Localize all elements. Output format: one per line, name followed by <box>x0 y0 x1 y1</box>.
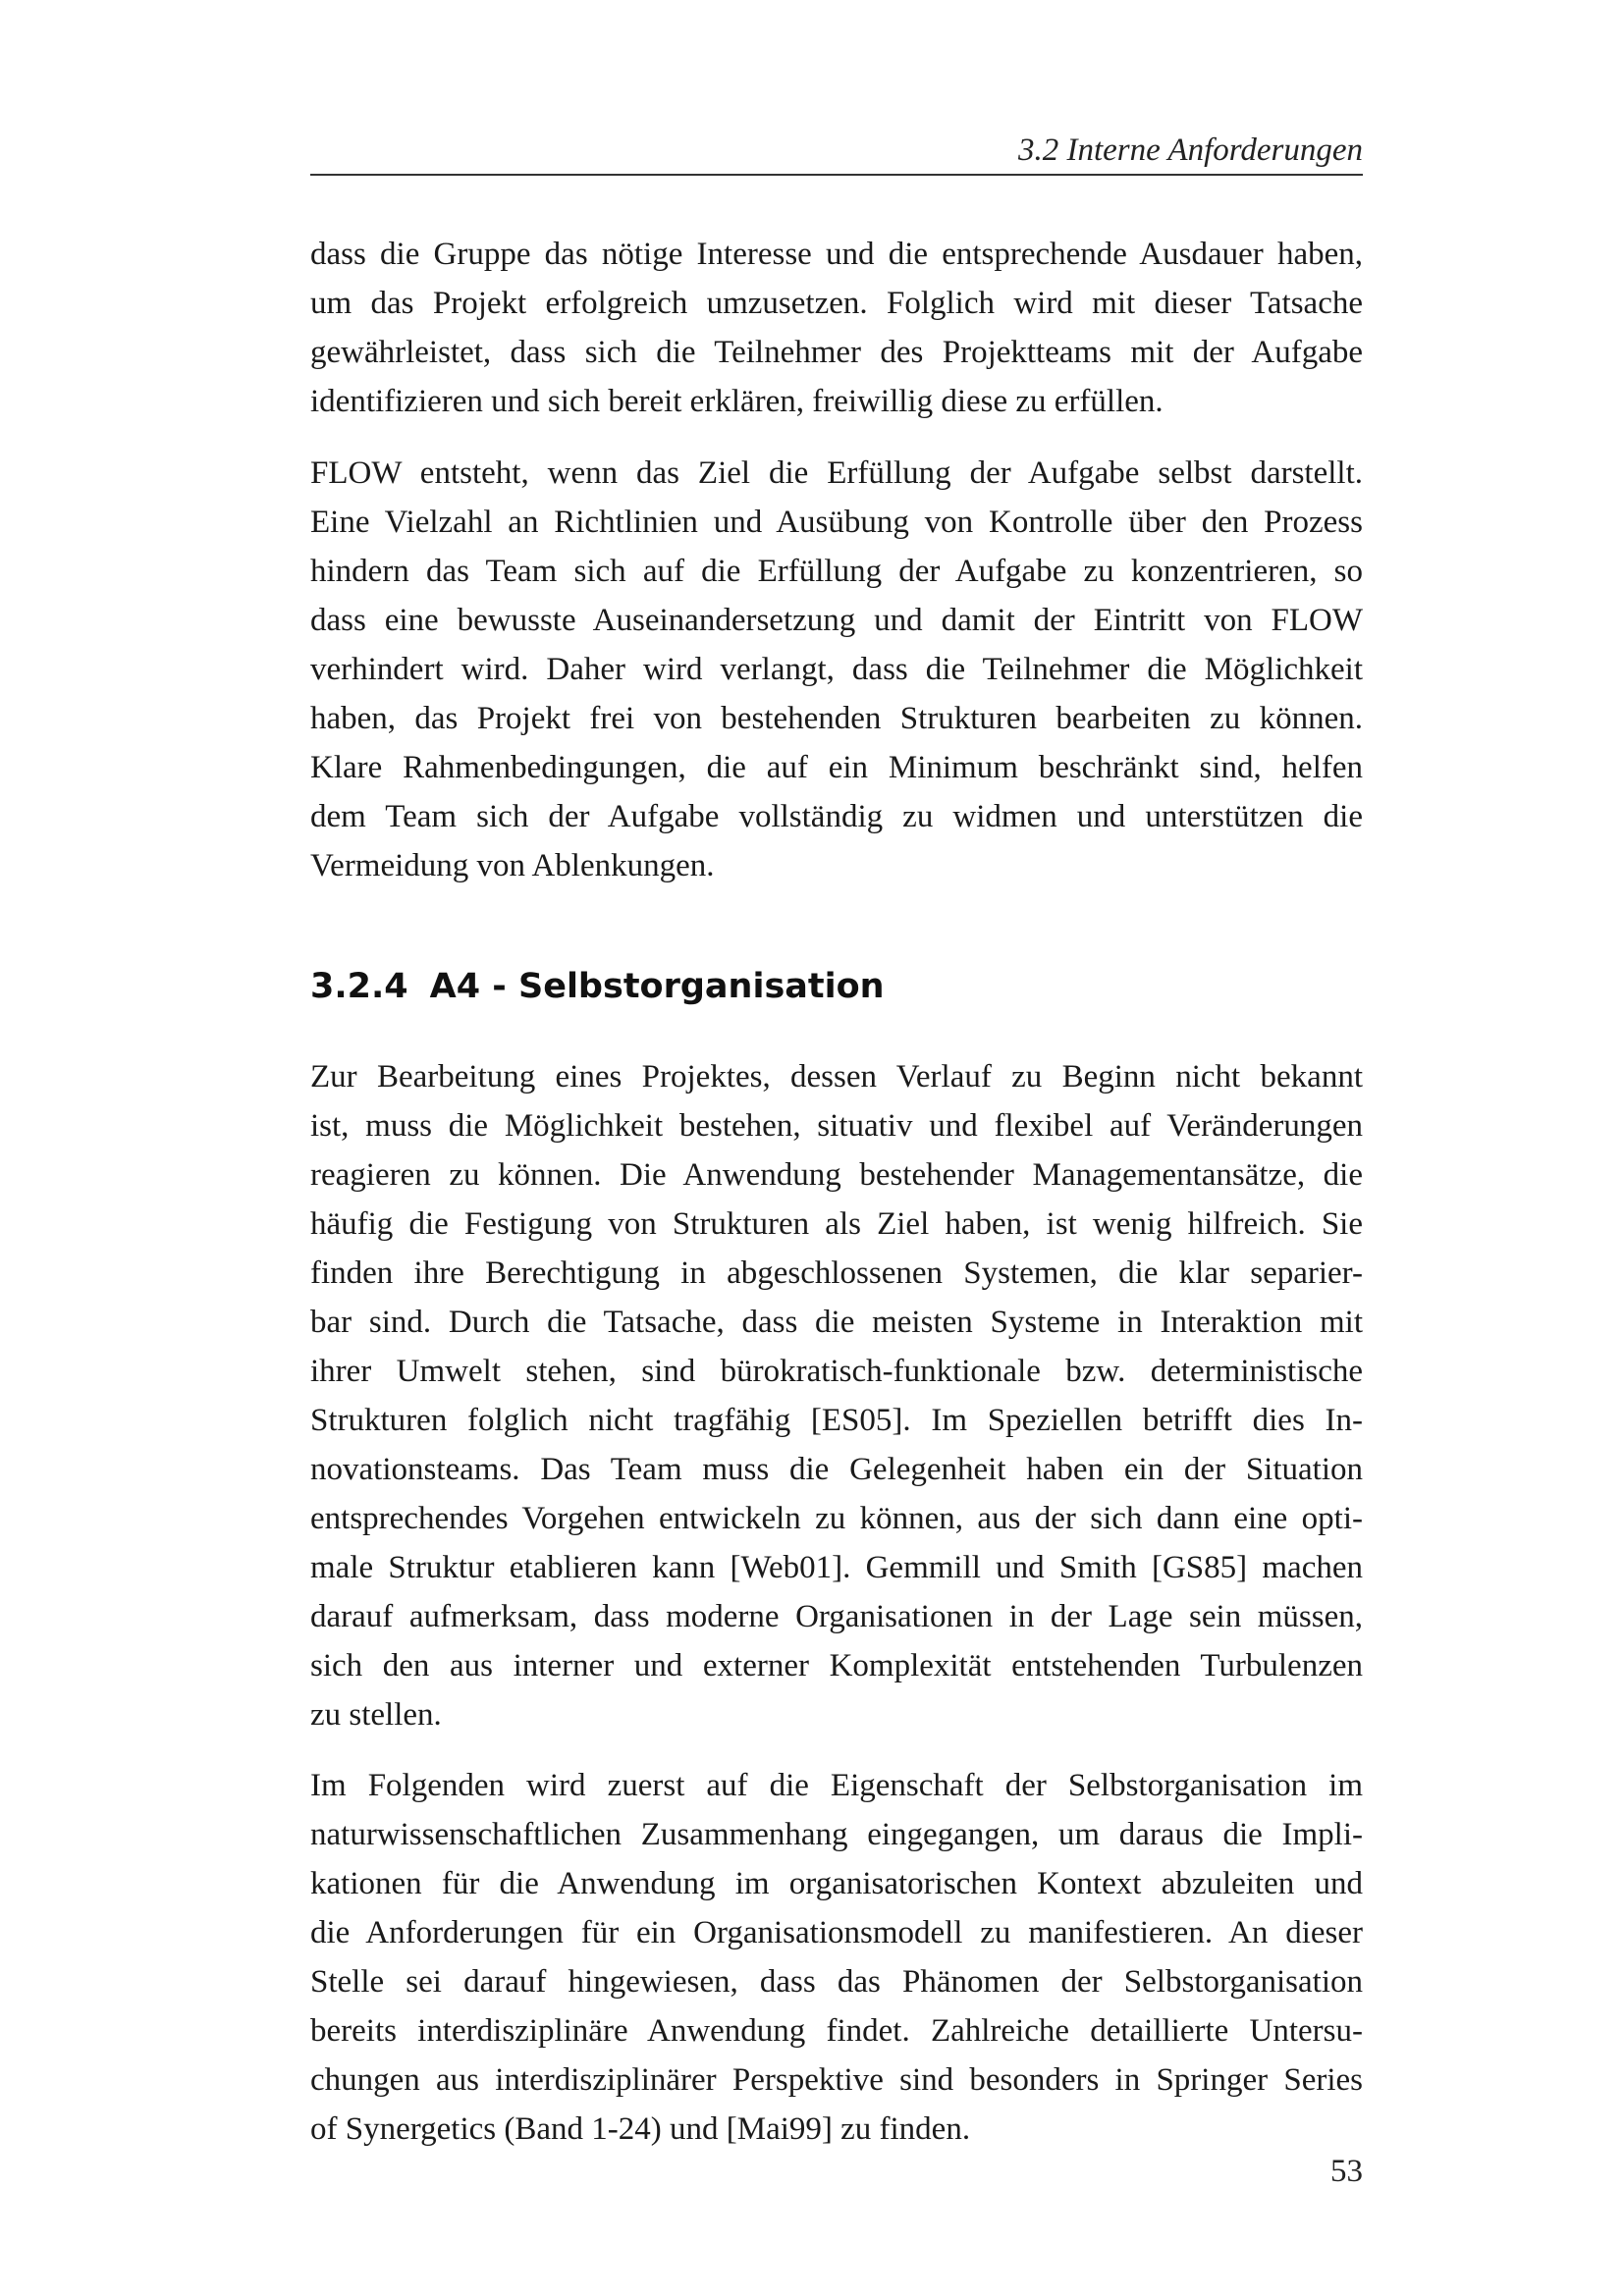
text-line: bar sind. Durch die Tatsache, dass die meisten Systeme in Interaktion mit <box>310 1305 1363 1340</box>
text-line: identifizieren und sich bereit erklären, freiwillig diese zu erfüllen. <box>310 384 1164 419</box>
text-line: of Synergetics (Band 1-24) und [Mai99] zu finden. <box>310 2111 971 2147</box>
text-line: entsprechendes Vorgehen entwickeln zu können, aus der sich dann eine opti- <box>310 1501 1363 1536</box>
text-line: ihrer Umwelt stehen, sind bürokratisch-funktionale bzw. deterministische <box>310 1354 1363 1389</box>
text-line: Im Folgenden wird zuerst auf die Eigenschaft der Selbstorganisation im <box>310 1768 1363 1803</box>
running-head: 3.2 Interne Anforderungen <box>1017 133 1363 168</box>
section-number: 3.2.4 <box>310 967 408 1006</box>
text-line: verhindert wird. Daher wird verlangt, dass die Teilnehmer die Möglichkeit <box>310 652 1363 687</box>
text-line: novationsteams. Das Team muss die Gelegenheit haben ein der Situation <box>310 1452 1363 1487</box>
text-line: Klare Rahmenbedingungen, die auf ein Minimum beschränkt sind, helfen <box>310 750 1363 785</box>
page-number: 53 <box>1330 2154 1363 2189</box>
paragraph-3 <box>310 1052 1363 1739</box>
text-line: kationen für die Anwendung im organisatorischen Kontext abzuleiten und <box>310 1866 1363 1901</box>
text-line: darauf aufmerksam, dass moderne Organisationen in der Lage sein müssen, <box>310 1599 1363 1634</box>
text-line: Stelle sei darauf hingewiesen, dass das Phänomen der Selbstorganisation <box>310 1964 1363 2000</box>
text-line: ist, muss die Möglichkeit bestehen, situativ und flexibel auf Veränderungen <box>310 1108 1363 1144</box>
text-line: dass eine bewusste Auseinandersetzung und damit der Eintritt von FLOW <box>310 603 1363 638</box>
text-line: sich den aus interner und externer Komplexität entstehenden Turbulenzen <box>310 1648 1363 1683</box>
section-heading <box>310 957 1363 1016</box>
text-line: um das Projekt erfolgreich umzusetzen. Folglich wird mit dieser Tatsache <box>310 286 1363 321</box>
text-line: Zur Bearbeitung eines Projektes, dessen Verlauf zu Beginn nicht bekannt <box>310 1059 1363 1095</box>
text-line: chungen aus interdisziplinärer Perspektive sind besonders in Springer Series <box>310 2062 1363 2098</box>
text-line: zu stellen. <box>310 1697 442 1733</box>
paragraph-2 <box>310 449 1363 890</box>
header-rule <box>310 174 1363 176</box>
text-line: haben, das Projekt frei von bestehenden Strukturen bearbeiten zu können. <box>310 701 1363 736</box>
section-title: A4 - Selbstorganisation <box>429 967 885 1006</box>
text-line: die Anforderungen für ein Organisationsmodell zu manifestieren. An dieser <box>310 1915 1363 1950</box>
text-line: Strukturen folglich nicht tragfähig [ES05]. Im Speziellen betrifft dies In- <box>310 1403 1363 1438</box>
text-line: hindern das Team sich auf die Erfüllung der Aufgabe zu konzentrieren, so <box>310 554 1363 589</box>
text-line: bereits interdisziplinäre Anwendung findet. Zahlreiche detaillierte Untersu- <box>310 2013 1363 2049</box>
text-line: reagieren zu können. Die Anwendung bestehender Managementansätze, die <box>310 1157 1363 1193</box>
text-line: Vermeidung von Ablenkungen. <box>310 848 715 883</box>
text-line: gewährleistet, dass sich die Teilnehmer des Projektteams mit der Aufgabe <box>310 335 1363 370</box>
text-line: dass die Gruppe das nötige Interesse und die entsprechende Ausdauer haben, <box>310 237 1363 272</box>
text-line: FLOW entsteht, wenn das Ziel die Erfüllung der Aufgabe selbst darstellt. <box>310 455 1363 491</box>
paragraph-4 <box>310 1761 1363 2154</box>
text-line: naturwissenschaftlichen Zusammenhang eingegangen, um daraus die Impli- <box>310 1817 1363 1852</box>
text-line: häufig die Festigung von Strukturen als Ziel haben, ist wenig hilfreich. Sie <box>310 1206 1363 1242</box>
text-line: finden ihre Berechtigung in abgeschlossenen Systemen, die klar separier- <box>310 1255 1363 1291</box>
text-line: dem Team sich der Aufgabe vollständig zu widmen und unterstützen die <box>310 799 1363 834</box>
paragraph-1 <box>310 230 1363 426</box>
text-line: male Struktur etablieren kann [Web01]. Gemmill und Smith [GS85] machen <box>310 1550 1363 1585</box>
text-line: Eine Vielzahl an Richtlinien und Ausübung von Kontrolle über den Prozess <box>310 505 1363 540</box>
